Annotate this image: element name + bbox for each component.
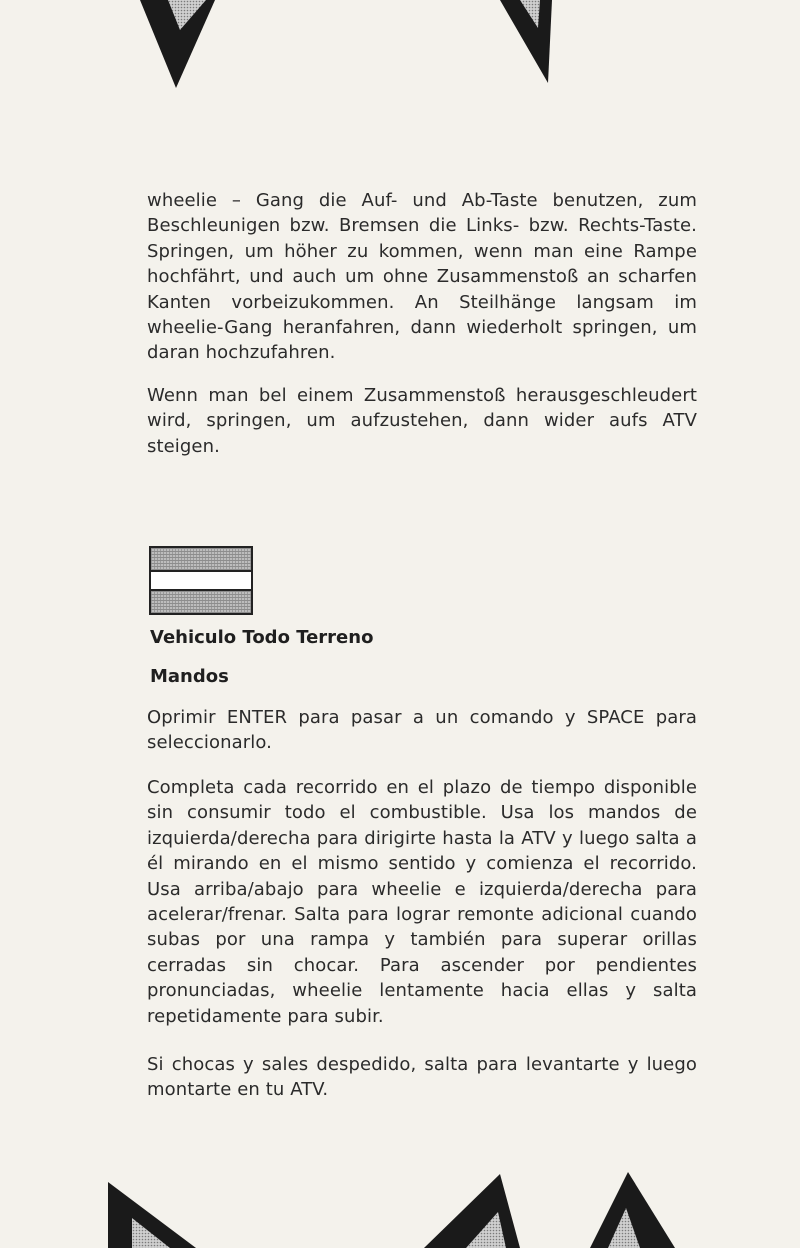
spanish-paragraph-enter: Oprimir ENTER para pasar a un comando y SPACE para seleccionarlo.: [147, 707, 697, 754]
spanish-flag-icon: [149, 546, 253, 615]
top-zigzag-decoration: [0, 0, 800, 90]
section-subtitle: Mandos: [150, 666, 229, 687]
german-paragraph-crash: Wenn man bel einem Zusammenstoß herausgeschleudert wird, springen, um aufzustehen, dann wider aufs ATV steigen.: [147, 385, 697, 457]
german-paragraph-controls: wheelie – Gang die Auf- und Ab-Taste benutzen, zum Beschleunigen bzw. Bremsen die Links- bzw. Rechts-Taste. Springen, um höher zu kommen, wenn man eine Rampe hochfährt, und auch um ohne Zusammenstoß an scharfen Kanten vorbeizukommen. An Steilhänge langsam im wheelie-Gang heranfahren, dann wiederholt springen, um daran hochzufahren.: [147, 190, 697, 364]
spanish-paragraph-crash: Si chocas y sales despedido, salta para levantarte y luego montarte en tu ATV.: [147, 1054, 697, 1101]
section-title: Vehiculo Todo Terreno: [150, 627, 374, 648]
spanish-paragraph-controls: Completa cada recorrido en el plazo de tiempo disponible sin consumir todo el combustible. Usa los mandos de izquierda/derecha para dirigirte hasta la ATV y luego salta a él mirando en el mismo sentido y comienza el recorrido. Usa arriba/abajo para wheelie e izquierda/derecha para acelerar/frenar. Salta para lograr remonte adicional cuando subas por una rampa y también para superar orillas cerradas sin chocar. Para ascender por pendientes pronunciadas, wheelie lentamente hacia ellas y salta repetidamente para subir.: [147, 777, 697, 1027]
bottom-zigzag-decoration: [0, 1160, 800, 1248]
